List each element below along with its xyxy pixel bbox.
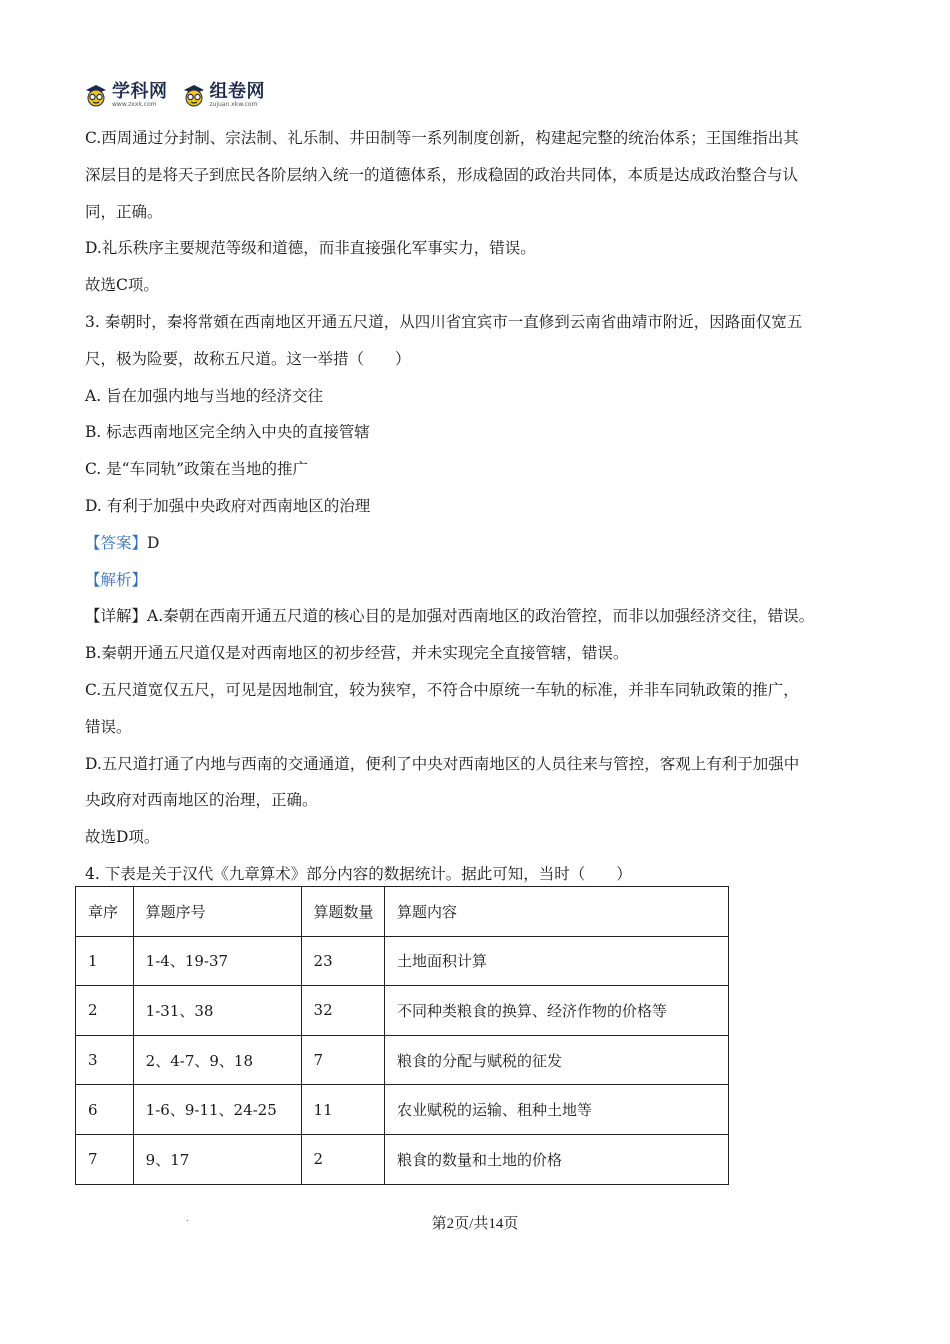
table-row bbox=[76, 1035, 729, 1085]
explanation-line: B.秦朝开通五尺道仅是对西南地区的初步经营，并未实现完全直接管辖，错误。 bbox=[85, 644, 629, 663]
table-cell: 2 bbox=[301, 1134, 384, 1184]
text-line: 同，正确。 bbox=[85, 202, 163, 221]
table-row bbox=[76, 1085, 729, 1135]
table-header-cell: 算题数量 bbox=[301, 887, 384, 937]
table-cell: 土地面积计算 bbox=[384, 936, 728, 986]
table-cell: 1-31、38 bbox=[133, 986, 301, 1036]
table-cell: 2 bbox=[76, 986, 134, 1036]
header-logos bbox=[84, 80, 265, 110]
table-header-row bbox=[76, 887, 729, 937]
table-row bbox=[76, 1134, 729, 1184]
zujuanwang-logo[interactable] bbox=[182, 80, 266, 108]
text-line: 故选C项。 bbox=[85, 276, 159, 295]
table-row bbox=[76, 986, 729, 1036]
option-a: A. 旨在加强内地与当地的经济交往 bbox=[85, 386, 324, 405]
table-cell: 7 bbox=[76, 1134, 134, 1184]
option-d: D. 有利于加强中央政府对西南地区的治理 bbox=[85, 496, 371, 515]
question-3-stem: 3. 秦朝时，秦将常頞在西南地区开通五尺道，从四川省宜宾市一直修到云南省曲靖市附近，因路面仅宽五 bbox=[85, 312, 803, 331]
answer-value: D bbox=[147, 533, 160, 552]
table-cell: 粮食的数量和土地的价格 bbox=[384, 1134, 728, 1184]
mascot-icon bbox=[182, 83, 206, 107]
table-cell: 11 bbox=[301, 1085, 384, 1135]
table-cell: 23 bbox=[301, 936, 384, 986]
explanation-line: C.五尺道宽仅五尺，可见是因地制宜，较为狭窄，不符合中原统一车轨的标准，并非车同轨政策的推广， bbox=[85, 680, 799, 699]
analysis-label: 【解析】 bbox=[85, 570, 148, 589]
table-cell: 1-6、9-11、24-25 bbox=[133, 1085, 301, 1135]
xuekewang-logo[interactable] bbox=[84, 80, 168, 108]
option-b: B. 标志西南地区完全纳入中央的直接管辖 bbox=[85, 423, 370, 442]
logo-url: www.zxxk.com bbox=[112, 100, 157, 108]
table-cell: 32 bbox=[301, 986, 384, 1036]
question-3-stem: 尺，极为险要，故称五尺道。这一举措（ ） bbox=[85, 349, 411, 368]
text-line: 深层目的是将天子到庶民各阶层纳入统一的道德体系，形成稳固的政治共同体，本质是达成政治整合与认 bbox=[85, 165, 799, 184]
answer-line bbox=[85, 525, 875, 562]
table-cell: 6 bbox=[76, 1085, 134, 1135]
table-cell: 不同种类粮食的换算、经济作物的价格等 bbox=[384, 986, 728, 1036]
text-line: D.礼乐秩序主要规范等级和道德，而非直接强化军事实力，错误。 bbox=[85, 239, 536, 258]
table-cell: 2、4-7、9、18 bbox=[133, 1035, 301, 1085]
logo-name: 学科网 bbox=[112, 80, 168, 102]
page-number: 第2页/共14页 bbox=[431, 1216, 519, 1232]
table-header-cell: 算题序号 bbox=[133, 887, 301, 937]
table-cell: 7 bbox=[301, 1035, 384, 1085]
text-line: 故选D项。 bbox=[85, 828, 160, 847]
explanation-line: 央政府对西南地区的治理，正确。 bbox=[85, 791, 318, 810]
table-cell: 1-4、19-37 bbox=[133, 936, 301, 986]
mascot-icon bbox=[84, 83, 108, 107]
logo-name: 组卷网 bbox=[209, 80, 265, 102]
answer-label: 【答案】 bbox=[85, 533, 148, 552]
explanation-line: D.五尺道打通了内地与西南的交通通道，便利了中央对西南地区的人员往来与管控，客观上有利于加强中 bbox=[85, 754, 800, 773]
table-cell: 9、17 bbox=[133, 1134, 301, 1184]
explanation-line: 错误。 bbox=[85, 717, 132, 736]
data-table bbox=[75, 886, 729, 1185]
table-cell: 1 bbox=[76, 936, 134, 986]
stray-dot: . bbox=[186, 1214, 189, 1223]
document-body bbox=[85, 120, 875, 893]
question-4-stem: 4. 下表是关于汉代《九章算术》部分内容的数据统计。据此可知，当时（ ） bbox=[85, 864, 632, 883]
table-header-cell: 算题内容 bbox=[384, 887, 728, 937]
table-row bbox=[76, 936, 729, 986]
text-line: C.西周通过分封制、宗法制、礼乐制、井田制等一系列制度创新，构建起完整的统治体系；王国维指出其 bbox=[85, 129, 799, 147]
explanation-line: 【详解】A.秦朝在西南开通五尺道的核心目的是加强对西南地区的政治管控，而非以加强经济交往，错误。 bbox=[85, 607, 815, 626]
table-cell: 农业赋税的运输、租种土地等 bbox=[384, 1085, 728, 1135]
logo-url: zujuan.xkw.com bbox=[209, 100, 258, 108]
table-cell: 3 bbox=[76, 1035, 134, 1085]
table-header-cell: 章序 bbox=[76, 887, 134, 937]
table-cell: 粮食的分配与赋税的征发 bbox=[384, 1035, 728, 1085]
option-c: C. 是“车同轨”政策在当地的推广 bbox=[85, 460, 309, 479]
analysis-heading bbox=[85, 562, 875, 599]
